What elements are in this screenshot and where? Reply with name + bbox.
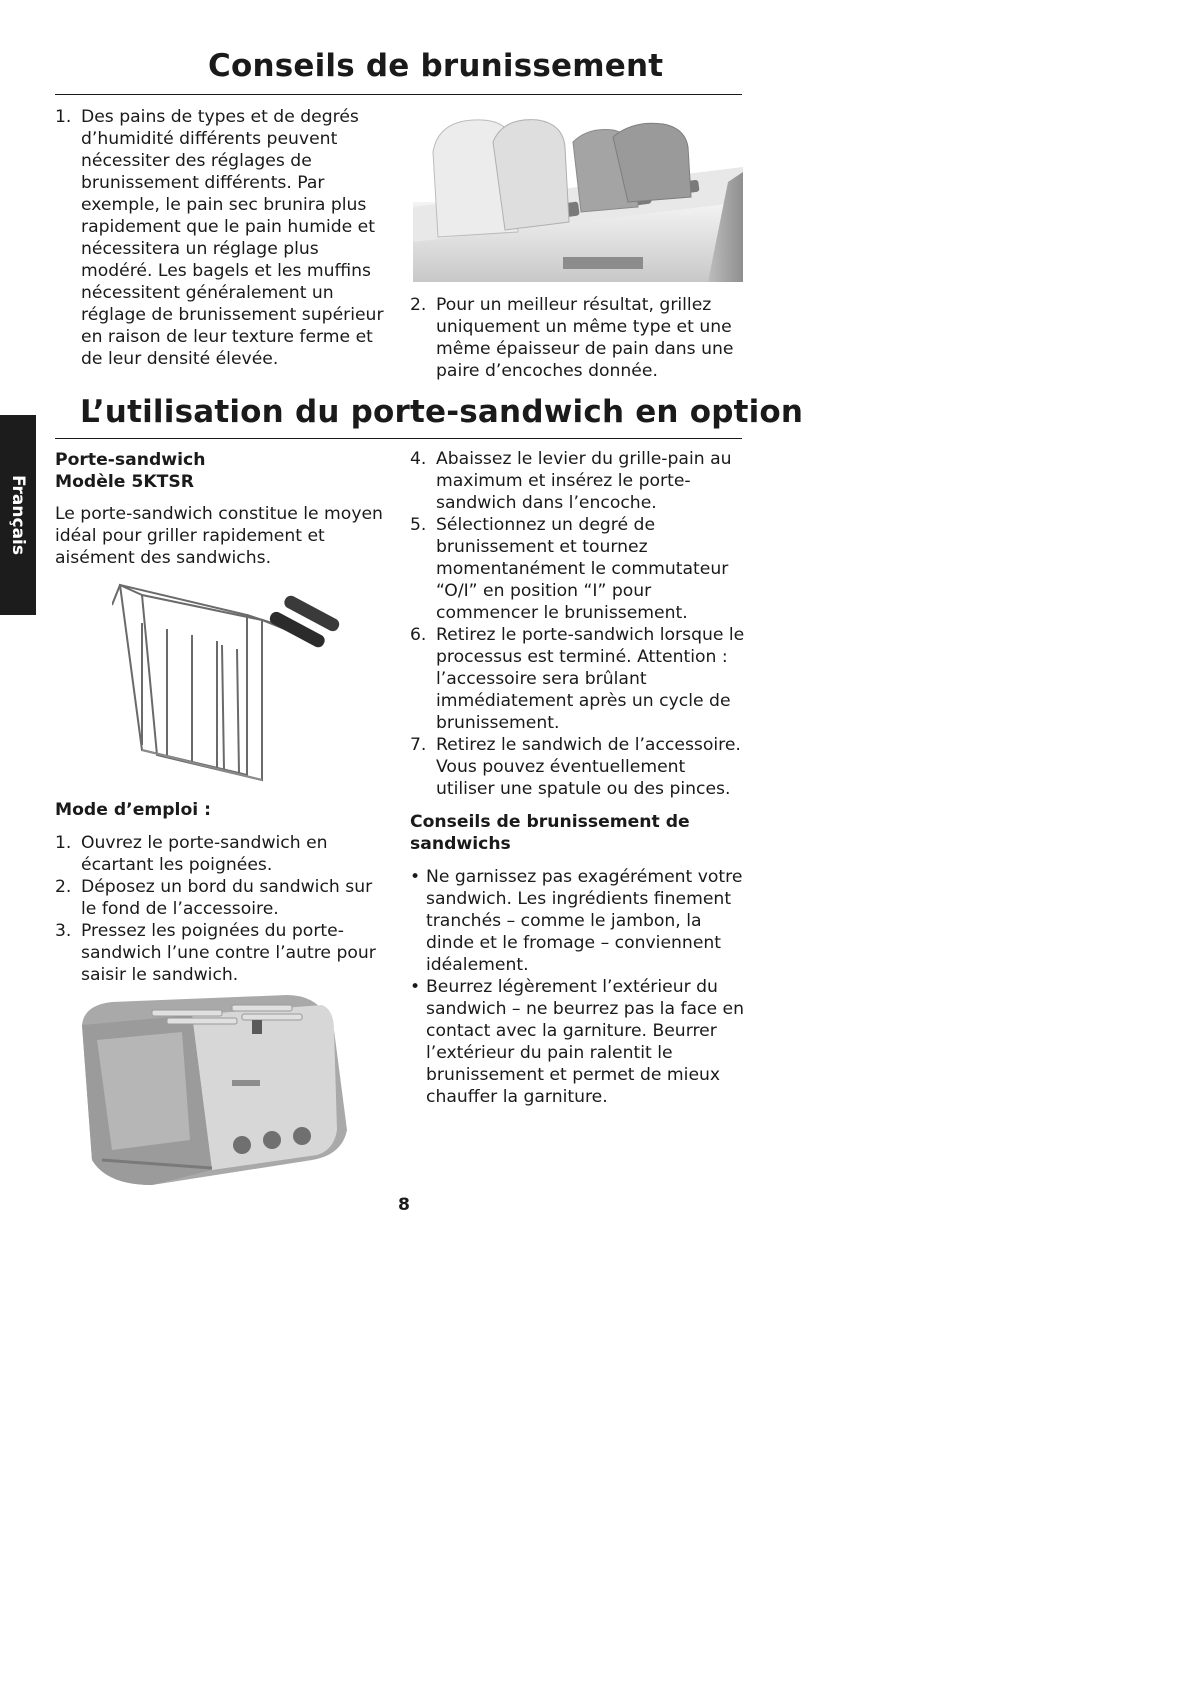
language-tab-label: Français	[8, 475, 28, 555]
bullet-mark: •	[410, 977, 421, 997]
list-text: Pressez les poignées du porte-sandwich l’une contre l’autre pour saisir le sandwich.	[81, 921, 376, 985]
list-number: 6.	[410, 625, 427, 645]
list-number: 5.	[410, 515, 427, 535]
browning-tip-1	[55, 106, 385, 370]
tip-text: Beurrez légèrement l’extérieur du sandwich – ne beurrez pas la face en contact avec la garniture. Beurrer l’extérieur du pain ralentit le brunissement et permet de mieux chauffer la garniture.	[426, 977, 744, 1107]
list-number: 3.	[55, 921, 72, 941]
list-text: Sélectionnez un degré de brunissement et tournez momentanément le commutateur “O/I” en position “I” pour commencer le brunissement.	[436, 515, 729, 623]
browning-tip-2	[410, 294, 744, 382]
list-text: Ouvrez le porte-sandwich en écartant les poignées.	[81, 833, 328, 875]
list-text: Des pains de types et de degrés d’humidité différents peuvent nécessiter des réglages de brunissement différents. Par exemple, le pain sec brunira plus rapidement que le pain humide et nécessitera un réglage plus modéré. Les bagels et les muffins nécessitent généralement un réglage de brunissement supérieur en raison de leur texture ferme et de leur densité élevée.	[81, 107, 384, 369]
instruction-step	[55, 832, 385, 876]
instruction-step	[410, 624, 745, 734]
page-number: 8	[398, 1195, 410, 1215]
list-number: 2.	[55, 877, 72, 897]
sandwich-tips-heading: Conseils de brunissement de sandwichs	[410, 812, 690, 854]
instruction-step	[410, 514, 745, 624]
title-rule	[55, 94, 742, 95]
list-text: Déposez un bord du sandwich sur le fond de l’accessoire.	[81, 877, 373, 919]
instruction-step	[55, 920, 390, 986]
list-number: 2.	[410, 295, 427, 315]
title-rule	[55, 438, 742, 439]
tip-text: Ne garnissez pas exagérément votre sandwich. Les ingrédients finement tranchés – comme le jambon, la dinde et le fromage – conviennent idéalement.	[426, 867, 743, 975]
toaster-slots-with-bread-photo	[413, 112, 743, 282]
product-model: Modèle 5KTSR	[55, 472, 195, 492]
list-text: Abaissez le levier du grille-pain au maximum et insérez le porte-sandwich dans l’encoche.	[436, 449, 732, 513]
sandwich-tip	[410, 976, 745, 1108]
language-side-tab	[0, 415, 36, 615]
section-title-browning-tips: Conseils de brunissement	[208, 48, 664, 84]
list-text: Retirez le sandwich de l’accessoire. Vous pouvez éventuellement utiliser une spatule ou des pinces.	[436, 735, 741, 799]
instruction-step	[410, 448, 745, 514]
list-text: Retirez le porte-sandwich lorsque le processus est terminé. Attention : l’accessoire sera brûlant immédiatement après un cycle de brunissement.	[436, 625, 745, 733]
list-number: 1.	[55, 833, 72, 853]
bullet-mark: •	[410, 867, 421, 887]
sandwich-rack-illustration	[112, 575, 382, 790]
list-number: 1.	[55, 107, 72, 127]
product-name: Porte-sandwich	[55, 450, 206, 470]
instructions-heading: Mode d’emploi :	[55, 800, 212, 820]
list-text: Pour un meilleur résultat, grillez uniquement un même type et une même épaisseur de pain dans une paire d’encoches donnée.	[436, 295, 734, 381]
instruction-step	[410, 734, 745, 800]
instruction-step	[55, 876, 385, 920]
list-number: 7.	[410, 735, 427, 755]
sandwich-tip	[410, 866, 745, 976]
list-number: 4.	[410, 449, 427, 469]
four-slice-toaster-illustration	[72, 990, 352, 1190]
section-title-sandwich-rack: L’utilisation du porte-sandwich en option	[80, 394, 804, 430]
intro-paragraph: Le porte-sandwich constitue le moyen idéal pour griller rapidement et aisément des sandwichs.	[55, 504, 383, 568]
